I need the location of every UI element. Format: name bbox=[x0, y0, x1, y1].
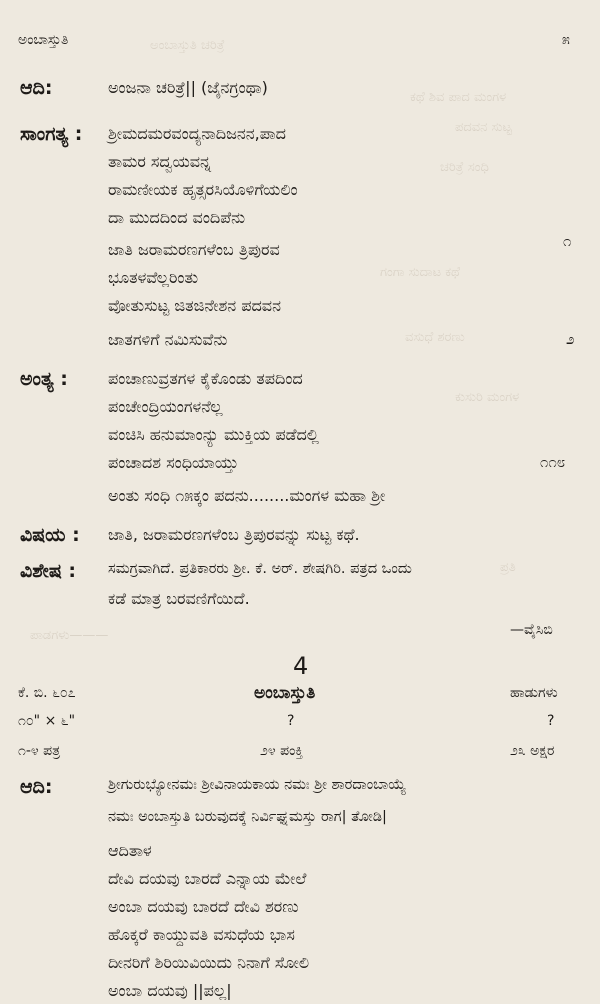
antya-label: ಅಂತ್ಯ : bbox=[20, 368, 68, 390]
sangatya-line: ವೋತುಸುಟ್ಟ ಜಿತಜಿನೇಶನ ಪದವನ bbox=[108, 296, 281, 315]
adi-line: ದೇವಿ ದಯವು ಬಾರದೆ ಎನ್ನಾಯ ಮೇಲೆ bbox=[108, 869, 307, 888]
meta-size: ೧೦" × ೬" bbox=[18, 713, 76, 729]
adi-line: ನಮಃ ಅಂಬಾಸ್ತುತಿ ಬರುವುದಕ್ಕೆ ನಿರ್ವಿಘ್ನಮಸ್ತು ರಾಗ| ತೋಡಿ| bbox=[108, 809, 387, 825]
bleed-through-text: ಗಂಗಾ ಸುದಾಟ ಕಥೆ bbox=[380, 265, 460, 280]
adi-label: ಆದಿ: bbox=[20, 776, 53, 798]
adi-label: ಆದಿ: bbox=[20, 77, 53, 99]
sangatya-line: ಭೂತಳವೆಲ್ಲರಿಂತು bbox=[108, 268, 199, 287]
meta-unknown: ? bbox=[287, 713, 295, 729]
meta-catalog-id: ಕೆ. ಬಿ. ೬೦೭ bbox=[18, 685, 76, 701]
meta-folios: ೧-೪ ಪತ್ರ bbox=[18, 743, 61, 759]
entry-title: ಅಂಬಾಸ್ತುತಿ bbox=[254, 683, 316, 703]
adi-line: ದೀನರಿಗೆ ಶಿರಿಯಿವಿಯಿದು ನಿನಾಗೆ ಸೋಲಿ bbox=[108, 953, 310, 972]
bleed-through-text: ಅಂಬಾಸ್ತುತಿ ಚರಿತ್ರೆ bbox=[150, 38, 225, 53]
bleed-through-text: ಚರಿತ್ರೆ ಸಂಧಿ bbox=[440, 160, 489, 175]
vishesha-label: ವಿಶೇಷ : bbox=[20, 560, 77, 582]
bleed-through-text: ವಸುಧೆ ಶರಣು bbox=[405, 330, 465, 345]
running-title: ಅಂಬಾಸ್ತುತಿ bbox=[18, 32, 69, 48]
bleed-through-text: ಕುಸುರಿ ಮಂಗಳ bbox=[455, 390, 520, 405]
meta-unknown: ? bbox=[547, 713, 555, 729]
antya-line: ವಂಚಿಸಿ ಹನುಮಾಂನ್ಯು ಮುಕ್ತಿಯ ಪಡೆದಲ್ಲಿ bbox=[108, 425, 319, 444]
vishaya-text: ಜಾತಿ, ಜರಾಮರಣಗಳೆಂಬ ತ್ರಿಪುರವನ್ನು ಸುಟ್ಟ ಕಥೆ. bbox=[108, 525, 360, 544]
adi-line: ಶ್ರೀಗುರುಭ್ಯೋನಮಃ ಶ್ರೀವಿನಾಯಕಾಯ ನಮಃ ಶ್ರೀ ಶಾರದಾಂಬಾಯ್ಯೆ bbox=[108, 777, 407, 793]
antya-line: ಪಂಚಾದಶ ಸಂಧಿಯಾಯ್ತು bbox=[108, 453, 239, 472]
entry-number: 4 bbox=[293, 652, 309, 680]
signature: —ವೈಸಿಬಿ bbox=[510, 622, 553, 638]
antya-line: ಪಂಚೇಂದ್ರಿಯಂಗಳನೆಲ್ಲ bbox=[108, 397, 223, 416]
meta-letters: ೨೩ ಅಕ್ಷರ bbox=[510, 743, 555, 759]
antya-line: ಪಂಚಾಣುವ್ರತಗಳ ಕೈಕೊಂಡು ತಪದಿಂದ bbox=[108, 369, 303, 388]
adi-line: ಹೊಕ್ಕರೆ ಕಾಯ್ದುವತಿ ವಸುಧೆಯ ಭಾಸ bbox=[108, 925, 295, 944]
bleed-through-text: ಪದವನ ಸುಟ್ಟ bbox=[455, 120, 512, 135]
antya-line: ಅಂತು ಸಂಧಿ ೧೫ಕ್ಕಂ ಪದನು........ಮಂಗಳ ಮಹಾ ಶ್ರೀ bbox=[108, 486, 386, 505]
bleed-through-text: ಕಥೆ ಶಿವ ಪಾದ ಮಂಗಳ bbox=[410, 90, 507, 105]
sangatya-label: ಸಾಂಗತ್ಯ : bbox=[20, 123, 83, 145]
meta-lines: ೨೪ ಪಂಕ್ತಿ bbox=[260, 743, 304, 759]
verse-number: ೨ bbox=[566, 330, 575, 348]
adi-line: ಅಂಬಾ ದಯವು ಬಾರದೆ ದೇವಿ ಶರಣು bbox=[108, 897, 299, 916]
vishaya-label: ವಿಷಯ : bbox=[20, 524, 80, 546]
sangatya-line: ಜಾತಗಳಿಗೆ ನಮಿಸುವೆನು bbox=[108, 330, 228, 349]
verse-number: ೧೧೮ bbox=[540, 453, 566, 471]
vishesha-line: ಕಡೆ ಮಾತ್ರ ಬರವಣಿಗೆಯಿದೆ. bbox=[108, 589, 250, 608]
bleed-through-text: ಪಾಡಗಳು——— bbox=[30, 628, 109, 643]
adi-line: ಆದಿತಾಳ bbox=[108, 841, 152, 860]
bleed-through-text: ಪ್ರತಿ bbox=[500, 560, 516, 575]
verse-number: ೧ bbox=[563, 232, 572, 250]
sangatya-line: ರಾಮಣೀಯಕ ಹೃತ್ಸರಸಿಯೊಳಿಗೆಯಲಿಂ bbox=[108, 180, 298, 199]
meta-genre: ಹಾಡುಗಳು bbox=[510, 685, 558, 701]
vishesha-line: ಸಮಗ್ರವಾಗಿದೆ. ಪ್ರತಿಕಾರರು ಶ್ರೀ. ಕೆ. ಅರ್. ಶೇಷಗಿರಿ. ಪತ್ರದ ಒಂದು bbox=[108, 561, 412, 577]
adi-line: ಅಂಬಾ ದಯವು ||ಪಲ್ಲ| bbox=[108, 981, 232, 1000]
adi-text: ಅಂಜನಾ ಚರಿತ್ರೆ|| (ಜೈನಗ್ರಂಥಾ) bbox=[108, 78, 268, 97]
sangatya-line: ದಾ ಮುದದಿಂದ ವಂದಿಪೆನು bbox=[108, 208, 246, 227]
sangatya-line: ತಾಮರ ಸದ್ವಯವನ್ನ bbox=[108, 152, 212, 171]
page-number: ೫ bbox=[562, 32, 570, 48]
sangatya-line: ಜಾತಿ ಜರಾಮರಣಗಳೆಂಬ ತ್ರಿಪುರವ bbox=[108, 240, 280, 259]
sangatya-line: ಶ್ರೀಮದಮರವಂದ್ಯನಾದಿಜನನ,ಪಾದ bbox=[108, 124, 286, 143]
